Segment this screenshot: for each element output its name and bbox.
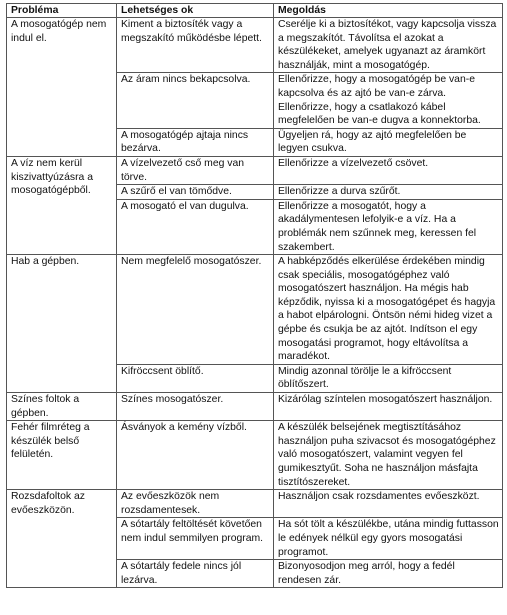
problem-cell: Színes foltok a gépben.: [7, 393, 117, 421]
cause-cell: A sótartály fedele nincs jól lezárva.: [117, 560, 274, 588]
header-solution: Megoldás: [274, 4, 503, 18]
cause-cell: Az áram nincs bekapcsolva.: [117, 73, 274, 128]
cause-cell: Nem megfelelő mosogatószer.: [117, 255, 274, 365]
solution-cell: Mindig azonnal törölje le a kifröccsent öblítőszert.: [274, 364, 503, 392]
solution-cell: Ellenőrizze a vízelvezető csövet.: [274, 156, 503, 184]
table-row: [7, 255, 503, 365]
problem-cell: A víz nem kerül kiszivattyúzásra a mosogatógépből.: [7, 156, 117, 254]
header-row: [7, 4, 503, 18]
problem-cell: Hab a gépben.: [7, 255, 117, 393]
problem-cell: Rozsdafoltok az evőeszközön.: [7, 490, 117, 588]
solution-cell: Kizárólag színtelen mosogatószert használjon.: [274, 393, 503, 421]
cause-cell: A vízelvezető cső meg van törve.: [117, 156, 274, 184]
table-row: [7, 421, 503, 490]
cause-cell: A sótartály feltöltését követően nem indul semmilyen program.: [117, 518, 274, 560]
solution-cell: Használjon csak rozsdamentes evőeszközt.: [274, 490, 503, 518]
solution-cell: Ügyeljen rá, hogy az ajtó megfelelően be legyen csukva.: [274, 128, 503, 156]
solution-cell: A készülék belsejének megtisztításához használjon puha szivacsot és mosogatógéphez való mosogatószert, valamint vegyen fel gumikesztyűt. Soha ne használjon másfajta tisztítószereket.: [274, 421, 503, 490]
header-problem: Probléma: [7, 4, 117, 18]
table-row: [7, 490, 503, 518]
solution-cell: Cserélje ki a biztosítékot, vagy kapcsolja vissza a megszakítót. Távolítsa el azokat a készülékeket, amelyek ugyanazt az áramkört használják, mint a mosogatógép.: [274, 18, 503, 73]
table-row: [7, 156, 503, 184]
table-body: [7, 18, 503, 588]
cause-cell: A mosogatógép ajtaja nincs bezárva.: [117, 128, 274, 156]
solution-cell: A habképződés elkerülése érdekében mindig csak speciális, mosogatógéphez való mosogatószert használjon. Ha mégis hab képződik, nyissa ki a mosogatógépet és hagyja a habot elpárologni. Öntsön némi hideg vizet a gépbe és csukja be az ajtót. Indítson el egy mosogatási programot, hogy eltávolítsa a maradékot.: [274, 255, 503, 365]
cause-cell: Kiment a biztosíték vagy a megszakító működésbe lépett.: [117, 18, 274, 73]
solution-cell: Ellenőrizze a durva szűrőt.: [274, 185, 503, 200]
header-cause: Lehetséges ok: [117, 4, 274, 18]
cause-cell: Az evőeszközök nem rozsdamentesek.: [117, 490, 274, 518]
cause-cell: Kifröccsent öblítő.: [117, 364, 274, 392]
problem-cell: Fehér filmréteg a készülék belső felületén.: [7, 421, 117, 490]
solution-cell: Ha sót tölt a készülékbe, utána mindig futtasson le edények nélkül egy gyors mosogatási programot.: [274, 518, 503, 560]
cause-cell: A mosogató el van dugulva.: [117, 199, 274, 254]
solution-cell: Ellenőrizze a mosogatót, hogy a akadálymentesen lefolyik-e a víz. Ha a problémák nem szűnnek meg, keressen fel szakembert.: [274, 199, 503, 254]
table-row: [7, 18, 503, 73]
cause-cell: Ásványok a kemény vízből.: [117, 421, 274, 490]
problem-cell: A mosogatógép nem indul el.: [7, 18, 117, 157]
table-row: [7, 393, 503, 421]
troubleshooting-table: [6, 3, 503, 588]
solution-cell: Bizonyosodjon meg arról, hogy a fedél rendesen zár.: [274, 560, 503, 588]
cause-cell: Színes mosogatószer.: [117, 393, 274, 421]
cause-cell: A szűrő el van tömődve.: [117, 185, 274, 200]
solution-cell: Ellenőrizze, hogy a mosogatógép be van-e kapcsolva és az ajtó be van-e zárva. Ellenőrizze, hogy a csatlakozó kábel megfelelően be van-e dugva a konnektorba.: [274, 73, 503, 128]
